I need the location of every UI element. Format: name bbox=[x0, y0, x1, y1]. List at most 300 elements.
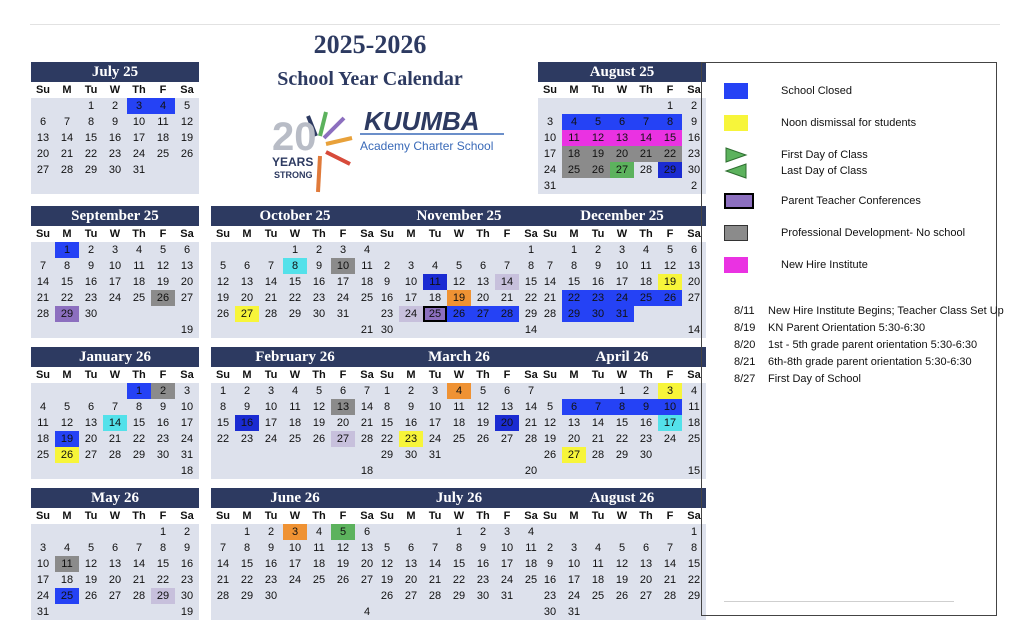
day-cell: 17 bbox=[562, 572, 586, 588]
empty-cell bbox=[211, 463, 235, 479]
month-days-grid bbox=[31, 226, 199, 338]
day-cell: 7 bbox=[423, 540, 447, 556]
day-cell: 1 bbox=[151, 524, 175, 540]
day-cell: 28 bbox=[538, 306, 562, 322]
empty-cell bbox=[31, 242, 55, 258]
day-cell: 19 bbox=[375, 572, 399, 588]
weekday-label: Su bbox=[31, 226, 55, 242]
day-cell: 21 bbox=[127, 572, 151, 588]
day-cell: 1 bbox=[211, 383, 235, 399]
empty-cell bbox=[586, 524, 610, 540]
event-date: 8/19 bbox=[734, 322, 756, 334]
day-cell: 7 bbox=[31, 258, 55, 274]
day-cell: 24 bbox=[31, 588, 55, 604]
day-cell: 3 bbox=[283, 524, 307, 540]
day-cell: 17 bbox=[103, 274, 127, 290]
empty-cell bbox=[423, 463, 447, 479]
day-cell: 7 bbox=[259, 258, 283, 274]
empty-cell bbox=[658, 463, 682, 479]
weekday-label: Su bbox=[31, 82, 55, 98]
day-cell: 15 bbox=[519, 274, 543, 290]
day-cell: 13 bbox=[103, 556, 127, 572]
day-cell: 14 bbox=[658, 556, 682, 572]
weekday-label: Th bbox=[127, 226, 151, 242]
badge-number: 20 bbox=[272, 115, 317, 159]
empty-cell bbox=[283, 588, 307, 604]
day-cell: 11 bbox=[682, 399, 706, 415]
weekday-label: M bbox=[399, 226, 423, 242]
day-cell: 20 bbox=[175, 274, 199, 290]
day-cell: 19 bbox=[471, 415, 495, 431]
day-cell: 30 bbox=[399, 447, 423, 463]
weekday-label: Th bbox=[634, 367, 658, 383]
school-logo bbox=[268, 104, 518, 194]
weekday-label: Tu bbox=[259, 508, 283, 524]
school-days-count: 18 bbox=[175, 463, 199, 479]
month-calendar bbox=[538, 347, 706, 479]
day-cell: 29 bbox=[55, 306, 79, 322]
day-cell: 7 bbox=[658, 540, 682, 556]
day-cell: 30 bbox=[375, 322, 399, 338]
month-title: July 26 bbox=[375, 488, 543, 508]
day-cell: 16 bbox=[682, 130, 706, 146]
legend-label: Professional Development- No school bbox=[781, 227, 966, 239]
empty-cell bbox=[562, 463, 586, 479]
day-cell: 2 bbox=[634, 383, 658, 399]
day-cell: 9 bbox=[538, 556, 562, 572]
day-cell: 24 bbox=[331, 290, 355, 306]
empty-cell bbox=[538, 242, 562, 258]
empty-cell bbox=[283, 604, 307, 620]
day-cell: 7 bbox=[103, 399, 127, 415]
day-cell: 31 bbox=[31, 604, 55, 620]
weekday-label: M bbox=[235, 508, 259, 524]
day-cell: 1 bbox=[127, 383, 151, 399]
weekday-label: M bbox=[399, 508, 423, 524]
day-cell: 30 bbox=[634, 447, 658, 463]
day-cell: 22 bbox=[151, 572, 175, 588]
day-cell: 6 bbox=[331, 383, 355, 399]
month-days-grid bbox=[538, 367, 706, 479]
empty-cell bbox=[586, 322, 610, 338]
weekday-label: Su bbox=[538, 367, 562, 383]
weekday-label: F bbox=[151, 508, 175, 524]
day-cell: 15 bbox=[79, 130, 103, 146]
empty-cell bbox=[447, 463, 471, 479]
empty-cell bbox=[31, 178, 55, 194]
day-cell: 14 bbox=[586, 415, 610, 431]
day-cell: 27 bbox=[634, 588, 658, 604]
day-cell: 26 bbox=[79, 588, 103, 604]
empty-cell bbox=[538, 383, 562, 399]
day-cell: 8 bbox=[79, 114, 103, 130]
empty-cell bbox=[495, 463, 519, 479]
empty-cell bbox=[211, 447, 235, 463]
day-cell: 18 bbox=[519, 556, 543, 572]
day-cell: 21 bbox=[31, 290, 55, 306]
day-cell: 29 bbox=[562, 306, 586, 322]
day-cell: 27 bbox=[31, 162, 55, 178]
day-cell: 25 bbox=[307, 572, 331, 588]
day-cell: 28 bbox=[259, 306, 283, 322]
empty-cell bbox=[375, 242, 399, 258]
day-cell: 18 bbox=[55, 572, 79, 588]
month-calendar bbox=[375, 488, 543, 620]
empty-cell bbox=[55, 98, 79, 114]
day-cell: 1 bbox=[519, 242, 543, 258]
day-cell: 2 bbox=[151, 383, 175, 399]
weekday-label: W bbox=[283, 367, 307, 383]
legend-label: Noon dismissal for students bbox=[781, 117, 917, 129]
day-cell: 24 bbox=[399, 306, 423, 322]
weekday-label: M bbox=[562, 508, 586, 524]
day-cell: 24 bbox=[495, 572, 519, 588]
empty-cell bbox=[151, 322, 175, 338]
day-cell: 13 bbox=[79, 415, 103, 431]
day-cell: 4 bbox=[682, 383, 706, 399]
empty-cell bbox=[151, 178, 175, 194]
day-cell: 24 bbox=[538, 162, 562, 178]
day-cell: 6 bbox=[175, 242, 199, 258]
weekday-label: Sa bbox=[519, 508, 543, 524]
day-cell: 22 bbox=[610, 431, 634, 447]
weekday-label: Th bbox=[634, 226, 658, 242]
day-cell: 10 bbox=[103, 258, 127, 274]
month-days-grid bbox=[375, 367, 543, 479]
day-cell: 14 bbox=[259, 274, 283, 290]
day-cell: 11 bbox=[447, 399, 471, 415]
weekday-label: Tu bbox=[79, 508, 103, 524]
weekday-label: Su bbox=[211, 226, 235, 242]
day-cell: 13 bbox=[31, 130, 55, 146]
weekday-label: Sa bbox=[175, 82, 199, 98]
day-cell: 1 bbox=[79, 98, 103, 114]
month-title: August 26 bbox=[538, 488, 706, 508]
day-cell: 26 bbox=[447, 306, 471, 322]
day-cell: 13 bbox=[175, 258, 199, 274]
day-cell: 6 bbox=[355, 524, 379, 540]
empty-cell bbox=[423, 604, 447, 620]
day-cell: 28 bbox=[355, 431, 379, 447]
month-days-grid bbox=[375, 508, 543, 620]
day-cell: 15 bbox=[375, 415, 399, 431]
empty-cell bbox=[235, 447, 259, 463]
empty-cell bbox=[331, 322, 355, 338]
empty-cell bbox=[79, 383, 103, 399]
month-title: March 26 bbox=[375, 347, 543, 367]
day-cell: 14 bbox=[355, 399, 379, 415]
day-cell: 15 bbox=[151, 556, 175, 572]
day-cell: 20 bbox=[610, 146, 634, 162]
day-cell: 25 bbox=[634, 290, 658, 306]
day-cell: 25 bbox=[447, 431, 471, 447]
school-days-count: 19 bbox=[175, 322, 199, 338]
day-cell: 28 bbox=[495, 306, 519, 322]
empty-cell bbox=[375, 463, 399, 479]
day-cell: 3 bbox=[658, 383, 682, 399]
day-cell: 9 bbox=[375, 274, 399, 290]
empty-cell bbox=[79, 604, 103, 620]
day-cell: 23 bbox=[682, 146, 706, 162]
empty-cell bbox=[79, 524, 103, 540]
weekday-label: Su bbox=[538, 82, 562, 98]
event-text: 1st - 5th grade parent orientation 5:30-6:30 bbox=[768, 339, 978, 351]
day-cell: 13 bbox=[610, 130, 634, 146]
day-cell: 18 bbox=[127, 274, 151, 290]
day-cell: 3 bbox=[103, 242, 127, 258]
day-cell: 15 bbox=[235, 556, 259, 572]
weekday-label: M bbox=[562, 226, 586, 242]
event-date: 8/27 bbox=[734, 373, 756, 385]
day-cell: 7 bbox=[211, 540, 235, 556]
day-cell: 29 bbox=[235, 588, 259, 604]
weekday-label: Tu bbox=[259, 226, 283, 242]
brand-tagline: Academy Charter School bbox=[360, 139, 494, 153]
day-cell: 23 bbox=[79, 290, 103, 306]
day-cell: 10 bbox=[495, 540, 519, 556]
day-cell: 18 bbox=[562, 146, 586, 162]
weekday-label: W bbox=[283, 226, 307, 242]
empty-cell bbox=[538, 98, 562, 114]
day-cell: 21 bbox=[355, 415, 379, 431]
page-title: 2025-2026 bbox=[313, 30, 427, 59]
weekday-label: Su bbox=[375, 226, 399, 242]
empty-cell bbox=[307, 604, 331, 620]
empty-cell bbox=[259, 322, 283, 338]
empty-cell bbox=[658, 524, 682, 540]
day-cell: 19 bbox=[211, 290, 235, 306]
day-cell: 7 bbox=[127, 540, 151, 556]
weekday-label: Th bbox=[307, 508, 331, 524]
empty-cell bbox=[103, 383, 127, 399]
day-cell: 22 bbox=[658, 146, 682, 162]
day-cell: 28 bbox=[519, 431, 543, 447]
day-cell: 8 bbox=[151, 540, 175, 556]
day-cell: 23 bbox=[151, 431, 175, 447]
day-cell: 9 bbox=[175, 540, 199, 556]
day-cell: 4 bbox=[447, 383, 471, 399]
day-cell: 15 bbox=[562, 274, 586, 290]
day-cell: 3 bbox=[331, 242, 355, 258]
day-cell: 26 bbox=[375, 588, 399, 604]
weekday-label: W bbox=[610, 508, 634, 524]
day-cell: 14 bbox=[31, 274, 55, 290]
month-calendar bbox=[31, 347, 199, 479]
day-cell: 24 bbox=[423, 431, 447, 447]
day-cell: 27 bbox=[495, 431, 519, 447]
day-cell: 29 bbox=[375, 447, 399, 463]
weekday-label: Sa bbox=[175, 508, 199, 524]
day-cell: 6 bbox=[31, 114, 55, 130]
day-cell: 27 bbox=[610, 162, 634, 178]
day-cell: 29 bbox=[79, 162, 103, 178]
day-cell: 16 bbox=[103, 130, 127, 146]
day-cell: 26 bbox=[586, 162, 610, 178]
event-date: 8/20 bbox=[734, 339, 756, 351]
legend-panel bbox=[701, 62, 1004, 616]
day-cell: 30 bbox=[538, 604, 562, 620]
day-cell: 10 bbox=[423, 399, 447, 415]
day-cell: 27 bbox=[103, 588, 127, 604]
day-cell: 15 bbox=[283, 274, 307, 290]
day-cell: 30 bbox=[471, 588, 495, 604]
day-cell: 6 bbox=[562, 399, 586, 415]
day-cell: 12 bbox=[55, 415, 79, 431]
weekday-label: Sa bbox=[682, 226, 706, 242]
day-cell: 24 bbox=[610, 290, 634, 306]
weekday-label: Th bbox=[634, 508, 658, 524]
weekday-label: F bbox=[495, 508, 519, 524]
day-cell: 5 bbox=[211, 258, 235, 274]
top-rule bbox=[30, 24, 1000, 25]
day-cell: 12 bbox=[331, 540, 355, 556]
day-cell: 28 bbox=[103, 447, 127, 463]
month-days-grid bbox=[31, 508, 199, 620]
day-cell: 26 bbox=[175, 146, 199, 162]
day-cell: 6 bbox=[471, 258, 495, 274]
day-cell: 24 bbox=[562, 588, 586, 604]
day-cell: 13 bbox=[331, 399, 355, 415]
month-days-grid bbox=[538, 226, 706, 338]
empty-cell bbox=[610, 98, 634, 114]
day-cell: 22 bbox=[375, 431, 399, 447]
weekday-label: Sa bbox=[355, 508, 379, 524]
day-cell: 31 bbox=[175, 447, 199, 463]
day-cell: 26 bbox=[538, 447, 562, 463]
day-cell: 23 bbox=[375, 306, 399, 322]
empty-cell bbox=[31, 383, 55, 399]
empty-cell bbox=[471, 322, 495, 338]
weekday-label: Th bbox=[471, 508, 495, 524]
empty-cell bbox=[562, 98, 586, 114]
month-days-grid bbox=[211, 367, 379, 479]
month-calendar bbox=[538, 62, 706, 194]
empty-cell bbox=[79, 463, 103, 479]
day-cell: 9 bbox=[151, 399, 175, 415]
day-cell: 20 bbox=[471, 290, 495, 306]
weekday-label: F bbox=[658, 82, 682, 98]
day-cell: 3 bbox=[399, 258, 423, 274]
school-days-count: 14 bbox=[682, 322, 706, 338]
empty-cell bbox=[562, 178, 586, 194]
day-cell: 16 bbox=[175, 556, 199, 572]
day-cell: 3 bbox=[610, 242, 634, 258]
day-cell: 23 bbox=[259, 572, 283, 588]
day-cell: 2 bbox=[259, 524, 283, 540]
day-cell: 21 bbox=[586, 431, 610, 447]
day-cell: 11 bbox=[127, 258, 151, 274]
weekday-label: Tu bbox=[423, 367, 447, 383]
day-cell: 24 bbox=[259, 431, 283, 447]
day-cell: 29 bbox=[151, 588, 175, 604]
day-cell: 18 bbox=[151, 130, 175, 146]
day-cell: 20 bbox=[634, 572, 658, 588]
day-cell: 11 bbox=[634, 258, 658, 274]
day-cell: 18 bbox=[447, 415, 471, 431]
empty-cell bbox=[634, 98, 658, 114]
weekday-label: Tu bbox=[586, 367, 610, 383]
empty-cell bbox=[562, 383, 586, 399]
day-cell: 26 bbox=[610, 588, 634, 604]
empty-cell bbox=[375, 604, 399, 620]
day-cell: 8 bbox=[211, 399, 235, 415]
day-cell: 1 bbox=[658, 98, 682, 114]
empty-cell bbox=[423, 524, 447, 540]
weekday-label: F bbox=[495, 226, 519, 242]
day-cell: 11 bbox=[55, 556, 79, 572]
day-cell: 29 bbox=[658, 162, 682, 178]
weekday-label: Sa bbox=[682, 82, 706, 98]
empty-cell bbox=[55, 463, 79, 479]
day-cell: 23 bbox=[471, 572, 495, 588]
day-cell: 21 bbox=[103, 431, 127, 447]
month-title: February 26 bbox=[211, 347, 379, 367]
day-cell: 31 bbox=[562, 604, 586, 620]
day-cell: 2 bbox=[399, 383, 423, 399]
weekday-label: Tu bbox=[586, 226, 610, 242]
day-cell: 16 bbox=[151, 415, 175, 431]
day-cell: 16 bbox=[79, 274, 103, 290]
weekday-label: F bbox=[331, 508, 355, 524]
school-days-count: 18 bbox=[355, 463, 379, 479]
day-cell: 8 bbox=[610, 399, 634, 415]
weekday-label: M bbox=[55, 82, 79, 98]
empty-cell bbox=[447, 322, 471, 338]
empty-cell bbox=[235, 463, 259, 479]
event-text: First Day of School bbox=[768, 373, 861, 385]
weekday-label: Tu bbox=[79, 367, 103, 383]
weekday-label: Tu bbox=[259, 367, 283, 383]
day-cell: 7 bbox=[519, 383, 543, 399]
empty-cell bbox=[175, 306, 199, 322]
legend-label: School Closed bbox=[781, 85, 852, 97]
day-cell: 4 bbox=[31, 399, 55, 415]
empty-cell bbox=[610, 604, 634, 620]
empty-cell bbox=[586, 463, 610, 479]
empty-cell bbox=[423, 242, 447, 258]
day-cell: 6 bbox=[634, 540, 658, 556]
empty-cell bbox=[283, 447, 307, 463]
day-cell: 26 bbox=[307, 431, 331, 447]
school-days-count: 21 bbox=[355, 322, 379, 338]
weekday-label: Tu bbox=[423, 508, 447, 524]
weekday-label: Sa bbox=[682, 508, 706, 524]
badge-line2: STRONG bbox=[274, 170, 313, 180]
day-cell: 4 bbox=[307, 524, 331, 540]
day-cell: 18 bbox=[634, 274, 658, 290]
empty-cell bbox=[634, 524, 658, 540]
day-cell: 8 bbox=[55, 258, 79, 274]
day-cell: 17 bbox=[331, 274, 355, 290]
day-cell: 2 bbox=[538, 540, 562, 556]
empty-cell bbox=[495, 242, 519, 258]
weekday-label: Su bbox=[31, 508, 55, 524]
empty-cell bbox=[634, 322, 658, 338]
empty-cell bbox=[447, 447, 471, 463]
day-cell: 14 bbox=[103, 415, 127, 431]
day-cell: 21 bbox=[538, 290, 562, 306]
day-cell: 15 bbox=[211, 415, 235, 431]
day-cell: 12 bbox=[79, 556, 103, 572]
empty-cell bbox=[127, 322, 151, 338]
empty-cell bbox=[610, 178, 634, 194]
weekday-label: Sa bbox=[355, 226, 379, 242]
weekday-label: Th bbox=[127, 82, 151, 98]
day-cell: 29 bbox=[682, 588, 706, 604]
day-cell: 9 bbox=[307, 258, 331, 274]
empty-cell bbox=[495, 447, 519, 463]
yellow-swatch-icon bbox=[724, 115, 748, 131]
